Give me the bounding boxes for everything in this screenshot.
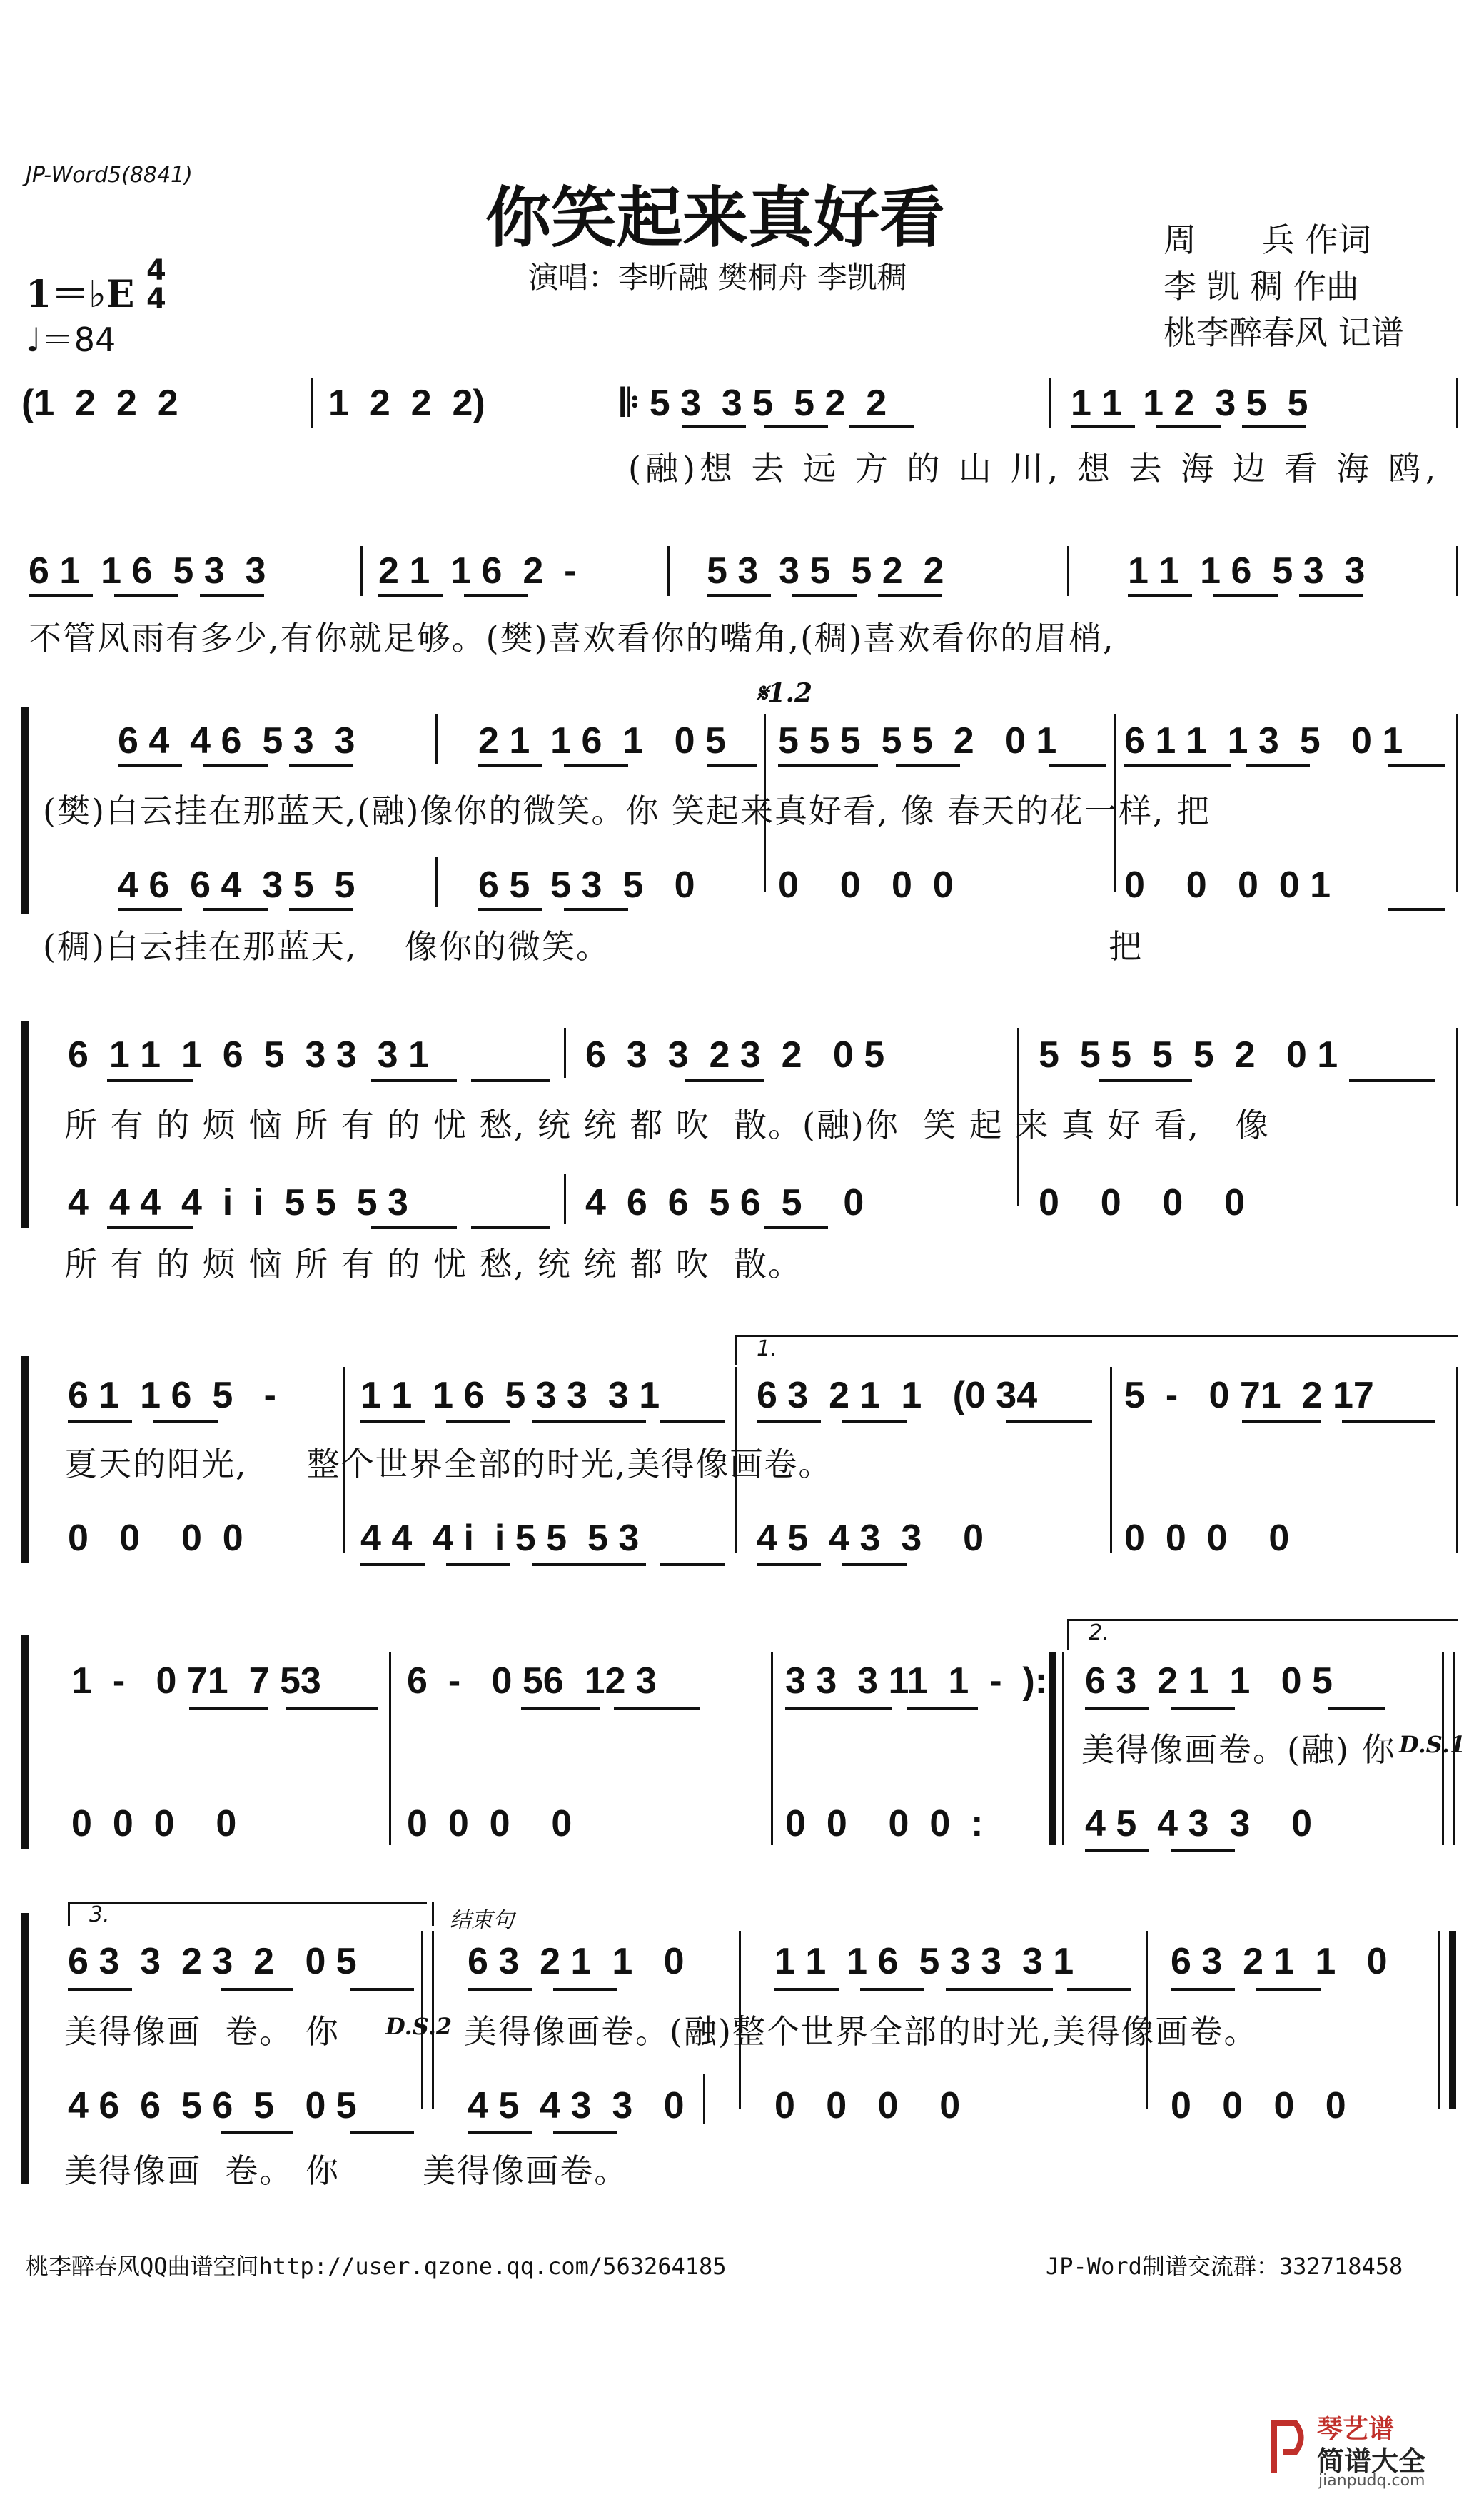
measure-4-notes: 1 1 1 2 3 5 5 — [1071, 383, 1308, 424]
lyricist-credit: 周 兵 作词 — [1164, 221, 1371, 259]
watermark-url: jianpudq.com — [1318, 2472, 1425, 2490]
watermark-logo — [1267, 2409, 1474, 2495]
measure-23-lower: 4 5 4 3 3 0 — [1085, 1803, 1312, 1844]
measure-13-lower: 4 4 4 4 i i 5 5 5 3 — [68, 1182, 408, 1223]
system-3-upper-lyrics: (樊)白云挂在那蓝天,(融)像你的微笑。你 笑起来真好看, 像 春天的花一样, 把 — [43, 792, 1211, 830]
volta-1-label: 1. — [757, 1336, 777, 1361]
measure-25-upper: 6 3 2 1 1 0 — [468, 1941, 685, 1982]
system-7-upper-lyrics-a: 美得像画 卷。 你 — [64, 2012, 340, 2051]
measure-3-notes: 𝄆 5 3 3 5 5 2 2 — [621, 383, 887, 424]
system-4-lower-lyrics: 所 有 的 烦 恼 所 有 的 忧 愁, 统 统 都 吹 散。 — [64, 1245, 802, 1283]
measure-11-lower: 0 0 0 0 — [778, 864, 954, 906]
measure-18-lower: 4 5 4 3 3 0 — [757, 1518, 984, 1559]
system-1-lyrics: (融)想 去 远 方 的 山 川, 想 去 海 边 看 海 鸥, — [628, 449, 1440, 488]
measure-25-lower: 4 5 4 3 3 0 — [468, 2085, 685, 2126]
measure-14-lower: 4 6 6 5 6 5 0 — [585, 1182, 864, 1223]
singers-line: 演唱：李昕融 樊桐舟 李凯稠 — [528, 260, 907, 295]
measure-2-notes: 1 2 2 2) — [328, 383, 485, 424]
volta-1 — [735, 1335, 1458, 1365]
key-signature: 1＝♭E — [26, 273, 135, 316]
measure-18-upper: 6 3 2 1 1 (0 34 — [757, 1375, 1038, 1416]
transcriber-credit: 桃李醉春风 记谱 — [1164, 313, 1404, 352]
measure-27-lower: 0 0 0 0 — [1171, 2085, 1346, 2126]
measure-6-notes: 2 1 1 6 2 - — [378, 550, 577, 592]
system-7-lower-lyrics: 美得像画 卷。 你 美得像画卷。 — [64, 2151, 629, 2190]
software-label: JP-Word5(8841) — [26, 163, 193, 188]
measure-19-lower: 0 0 0 0 — [1124, 1518, 1290, 1559]
ds1-marking: D.S.1 — [1399, 1731, 1466, 1758]
measure-11-upper: 5 5 5 5 5 2 0 1 — [778, 720, 1057, 762]
ending-bracket — [432, 1902, 434, 1926]
measure-8-notes: 1 1 1 6 5 3 3 — [1128, 550, 1366, 592]
measure-13-upper: 6 1 1 1 6 5 3 3 3 1 — [68, 1034, 429, 1076]
measure-21-lower: 0 0 0 0 — [407, 1803, 572, 1844]
watermark-brand: 琴艺谱 — [1317, 2415, 1395, 2444]
ending-label: 结束句 — [450, 1908, 514, 1933]
measure-5-notes: 6 1 1 6 5 3 3 — [29, 550, 266, 592]
time-signature-bottom: 4 — [146, 283, 166, 315]
watermark-name: 简谱大全 — [1317, 2445, 1426, 2477]
system-5-upper-lyrics: 夏天的阳光, 整个世界全部的时光,美得像画卷。 — [64, 1445, 833, 1483]
measure-16-lower: 0 0 0 0 — [68, 1518, 243, 1559]
ds2-marking: D.S.2 — [385, 2013, 453, 2040]
composer-credit: 李 凯 稠 作曲 — [1164, 267, 1359, 306]
system-6-upper-lyrics: 美得像画卷。(融) 你 — [1081, 1730, 1396, 1769]
measure-22-lower: 0 0 0 0 : — [785, 1803, 984, 1844]
measure-16-upper: 6 1 1 6 5 - — [68, 1375, 276, 1416]
measure-21-upper: 6 - 0 56 12 3 — [407, 1660, 657, 1702]
volta-3 — [68, 1902, 427, 1926]
measure-26-lower: 0 0 0 0 — [774, 2085, 961, 2126]
volta-2-label: 2. — [1089, 1620, 1109, 1645]
measure-9-upper: 6 4 4 6 5 3 3 — [118, 720, 355, 762]
measure-26-upper: 1 1 1 6 5 3 3 3 1 — [774, 1941, 1074, 1982]
footer-right: JP-Word制谱交流群：332718458 — [1046, 2253, 1403, 2280]
measure-23-upper: 6 3 2 1 1 0 5 — [1085, 1660, 1333, 1702]
measure-15-lower: 0 0 0 0 — [1039, 1182, 1246, 1223]
page-title: 你笑起来真好看 — [485, 179, 946, 256]
time-signature-top: 4 — [146, 254, 166, 287]
tempo-marking: ♩＝84 — [26, 320, 116, 359]
measure-1-notes: (1 2 2 2 — [21, 383, 178, 424]
measure-17-lower: 4 4 4 i i 5 5 5 3 — [360, 1518, 640, 1559]
measure-9-lower: 4 6 6 4 3 5 5 — [118, 864, 355, 906]
system-3-lower-lyrics: (稠)白云挂在那蓝天, 像你的微笑。 把 — [43, 927, 1144, 966]
measure-19-upper: 5 - 0 71 2 17 — [1124, 1375, 1374, 1416]
volta-3-label: 3. — [89, 1902, 110, 1927]
measure-12-lower: 0 0 0 0 1 — [1124, 864, 1331, 906]
measure-10-upper: 2 1 1 6 1 0 5 — [478, 720, 726, 762]
footer-left: 桃李醉春风QQ曲谱空间http://user.qzone.qq.com/563264185 — [26, 2253, 727, 2280]
measure-15-upper: 5 5 5 5 5 2 0 1 — [1039, 1034, 1338, 1076]
measure-20-lower: 0 0 0 0 — [71, 1803, 237, 1844]
measure-7-notes: 5 3 3 5 5 2 2 — [707, 550, 944, 592]
system-4-upper-lyrics: 所 有 的 烦 恼 所 有 的 忧 愁, 统 统 都 吹 散。(融)你 笑 起 来 真 好 看, 像 — [64, 1106, 1270, 1144]
measure-24-lower: 4 6 6 5 6 5 0 5 — [68, 2085, 357, 2126]
measure-20-upper: 1 - 0 71 7 53 — [71, 1660, 321, 1702]
measure-27-upper: 6 3 2 1 1 0 — [1171, 1941, 1388, 1982]
measure-10-lower: 6 5 5 3 5 0 — [478, 864, 695, 906]
measure-17-upper: 1 1 1 6 5 3 3 3 1 — [360, 1375, 660, 1416]
system-2-lyrics: 不管风雨有多少,有你就足够。(樊)喜欢看你的嘴角,(稠)喜欢看你的眉梢, — [29, 619, 1115, 657]
measure-22-upper: 3 3 3 11 1 - ): — [785, 1660, 1048, 1702]
measure-12-upper: 6 1 1 1 3 5 0 1 — [1124, 720, 1403, 762]
segno-sign: 𝄋1.2 — [757, 678, 813, 708]
piano-icon — [1267, 2416, 1310, 2480]
volta-2 — [1067, 1619, 1458, 1650]
measure-14-upper: 6 3 3 2 3 2 0 5 — [585, 1034, 885, 1076]
system-7-upper-lyrics-b: 美得像画卷。(融)整个世界全部的时光,美得像画卷。 — [464, 2012, 1258, 2051]
measure-24-upper: 6 3 3 2 3 2 0 5 — [68, 1941, 357, 1982]
